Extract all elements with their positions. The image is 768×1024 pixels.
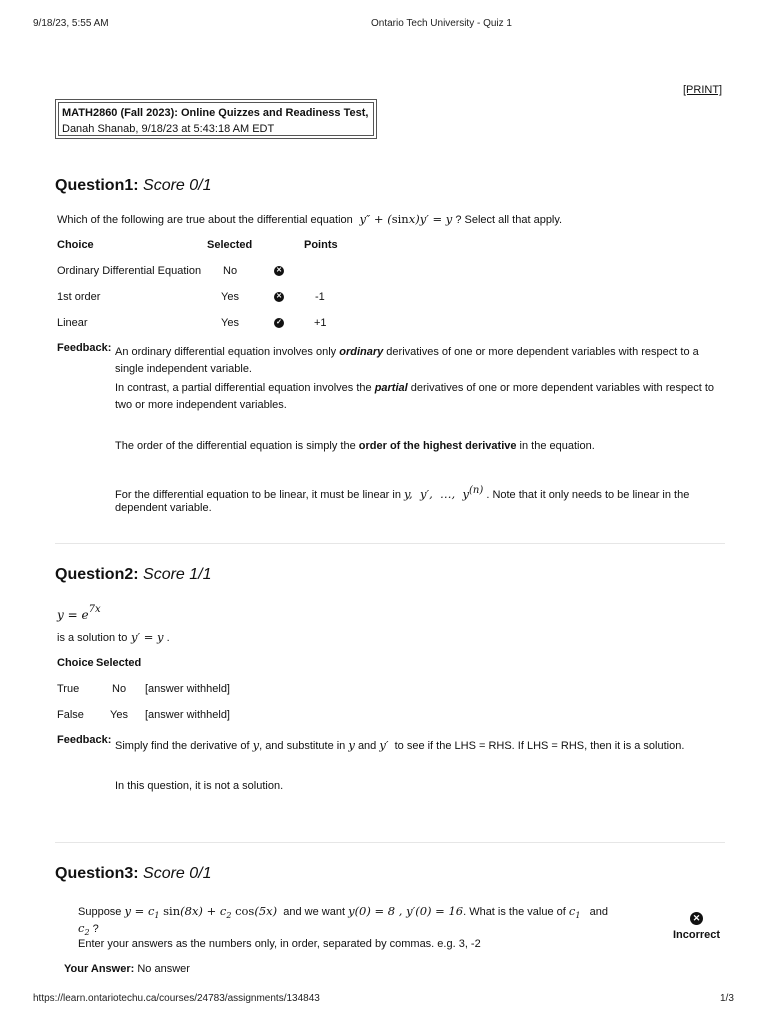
q3-your-answer: [64, 963, 190, 975]
q3-prompt: [78, 904, 608, 920]
q1-score: Score 0/1: [143, 177, 212, 194]
page-url: https://learn.ontariotechu.ca/courses/24783/assignments/134843: [33, 993, 320, 1004]
q1-fb1-a: An ordinary differential equation involves only: [115, 346, 340, 358]
q2-fb-yprime: y′: [379, 738, 389, 752]
q1-feedback-label: Feedback:: [57, 342, 112, 354]
quiz-info-box: [55, 99, 377, 139]
student-submission-info: Danah Shanab, 9/18/23 at 5:43:18 AM EDT: [62, 123, 275, 135]
q2-row1-selected: No: [112, 683, 127, 695]
q3-c1: $c_1$: [568, 904, 581, 920]
q2-row1-choice: True: [57, 683, 80, 695]
q1-col-choice: Choice: [57, 239, 94, 251]
q1-feedback-order: [115, 440, 595, 452]
q2-fb-y2: y: [348, 738, 355, 752]
q3-your-answer-value: No answer: [137, 963, 190, 975]
q2-ode: y′ = y: [127, 630, 164, 644]
q1-fb3-c: in the equation.: [516, 440, 595, 452]
q1-fb2-b: partial: [374, 382, 408, 394]
q1-fb1-b: ordinary: [339, 346, 384, 358]
q2-statement: is a solution to y′ = y .: [57, 630, 170, 644]
q3-c2: $c_2$: [78, 921, 90, 937]
q3-want: and we want: [283, 906, 346, 918]
page-header-title: Ontario Tech University - Quiz 1: [371, 18, 512, 29]
q1-fb2-a: In contrast, a partial differential equation involves the: [115, 382, 375, 394]
q2-solution-text: is a solution to: [57, 632, 128, 644]
q3-what: . What is the value of: [463, 906, 566, 918]
q1-col-points: Points: [304, 239, 338, 251]
q3-general-solution: $y = c_1$ $\sin(8x) + c_2$ cos(5x): [124, 904, 278, 920]
q2-fb1-c: and: [357, 740, 377, 752]
q1-row3-choice: Linear: [57, 317, 88, 329]
q2-fb-y1: y: [252, 738, 260, 752]
q1-prompt-post: ? Select all that apply.: [455, 214, 563, 226]
q2-feedback-conclusion: In this question, it is not a solution.: [115, 780, 284, 792]
incorrect-icon: ✕: [690, 912, 703, 925]
q1-fb3-b: order of the highest derivative: [358, 440, 517, 452]
q2-feedback-derivative: [115, 738, 684, 752]
q3-question-mark: ?: [92, 923, 99, 935]
question-divider: [55, 842, 725, 843]
q3-title: [55, 865, 212, 883]
q2-col-selected: Selected: [96, 657, 142, 669]
q2-row2-selected: Yes: [110, 709, 128, 721]
q1-equation: y″ + (sinx)y′ = y: [355, 212, 453, 226]
q1-row2-choice: 1st order: [57, 291, 101, 303]
incorrect-icon: ✕: [274, 266, 284, 276]
q3-instructions: Enter your answers as the numbers only, in order, separated by commas. e.g. 3, -2: [78, 938, 481, 950]
q3-c2-line: [78, 921, 99, 937]
q1-row2-points: -1: [315, 291, 325, 303]
q2-function: $y = e^{7x}$: [57, 604, 101, 622]
q1-prompt-pre: Which of the following are true about the differential equation: [57, 214, 353, 226]
q2-fb1-b: , and substitute in: [259, 740, 346, 752]
q1-prompt: [57, 212, 562, 226]
q2-score: Score 1/1: [143, 566, 212, 583]
q2-fb1-d: to see if the LHS = RHS. If LHS = RHS, then it is a solution.: [394, 740, 685, 752]
q3-status: Incorrect: [673, 929, 721, 941]
q2-feedback-label: Feedback:: [57, 734, 112, 746]
q3-suppose: Suppose: [78, 906, 122, 918]
q3-score: Score 0/1: [143, 865, 212, 882]
course-title: MATH2860 (Fall 2023): Online Quizzes and Readiness Test,: [62, 107, 369, 119]
q1-row2-selected: Yes: [221, 291, 239, 303]
q2-row2-answer: [answer withheld]: [145, 709, 230, 721]
q1-feedback-ordinary: [115, 344, 720, 378]
q1-fb4-b: . Note that it only needs to be linear in the: [486, 489, 690, 501]
q1-col-selected: Selected: [207, 239, 253, 251]
q1-row3-points: +1: [314, 317, 327, 329]
q1-fb2-c: derivatives of one or more dependent variables with respect to two or more independent variables.: [115, 382, 715, 411]
q2-title: [55, 566, 212, 584]
q1-feedback-linear: [115, 485, 689, 501]
q1-title: [55, 177, 212, 195]
print-link[interactable]: [PRINT]: [683, 84, 723, 96]
q2-fb1-a: Simply find the derivative of: [115, 740, 250, 752]
q3-and: and: [589, 906, 608, 918]
correct-icon: ✓: [274, 318, 284, 328]
q3-label: Question3:: [55, 865, 139, 882]
incorrect-icon: ✕: [274, 292, 284, 302]
q1-row1-selected: No: [223, 265, 238, 277]
q1-feedback-partial: [115, 380, 720, 414]
q1-fb3-a: The order of the differential equation is simply the: [115, 440, 359, 452]
q1-label: Question1:: [55, 177, 139, 194]
q2-col-choice: Choice: [57, 657, 94, 669]
q2-label: Question2:: [55, 566, 139, 583]
q1-fb4-c: dependent variable.: [115, 502, 212, 514]
q1-fb4-a: For the differential equation to be linear, it must be linear in: [115, 489, 401, 501]
print-timestamp: 9/18/23, 5:55 AM: [33, 18, 109, 29]
question-divider: [55, 543, 725, 544]
q1-row3-selected: Yes: [221, 317, 239, 329]
q1-fb1-c: derivatives of one or more dependent variables with respect to a single independent variable.: [115, 346, 699, 375]
page-number: 1/3: [720, 993, 734, 1004]
q2-row2-choice: False: [57, 709, 84, 721]
q3-initial-conditions: y(0) = 8 , y′(0) = 16: [348, 904, 464, 918]
q2-row1-answer: [answer withheld]: [145, 683, 230, 695]
q1-row1-choice: Ordinary Differential Equation: [57, 265, 202, 277]
q3-your-answer-label: Your Answer:: [64, 963, 135, 975]
q1-fb4-math: y, y′, …, $y^{(n)}$: [404, 485, 484, 501]
